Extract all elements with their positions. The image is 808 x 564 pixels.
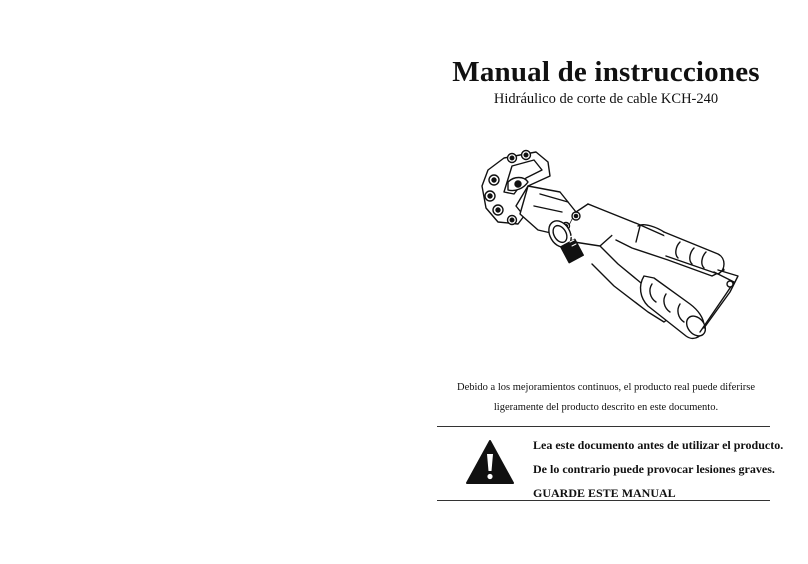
warning-line-1: Lea este documento antes de utilizar el producto. — [533, 438, 784, 452]
disclaimer-note — [404, 378, 808, 418]
warning-triangle-icon — [465, 439, 515, 485]
safety-warning-box — [437, 426, 784, 501]
manual-title: Manual de instrucciones — [452, 56, 760, 88]
product-subtitle: Hidráulico de corte de cable KCH-240 — [493, 91, 719, 107]
disclaimer-line-2: ligeramente del producto descrito en este documento. — [493, 402, 719, 413]
disclaimer-line-1: Debido a los mejoramientos continuos, el producto real puede diferirse — [457, 382, 755, 393]
warning-line-2: De lo contrario puede provocar lesiones graves. — [533, 462, 775, 476]
warning-line-3: GUARDE ESTE MANUAL — [533, 486, 676, 500]
handle-linkage — [700, 270, 738, 332]
cable-cutter-illustration — [468, 146, 748, 362]
warning-text — [533, 433, 784, 505]
cover-page — [404, 0, 808, 564]
